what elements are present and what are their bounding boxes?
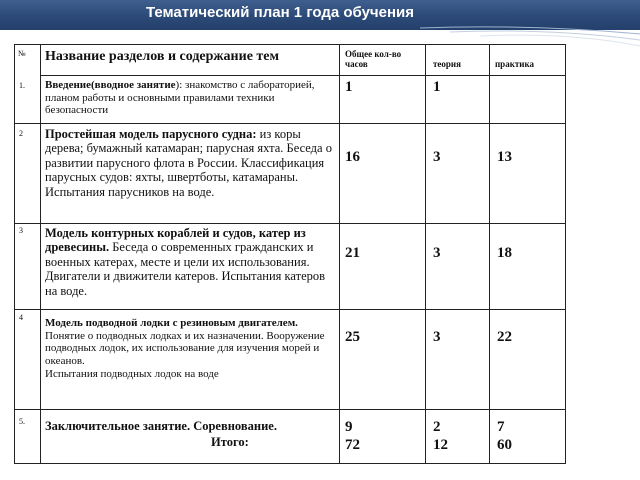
row-num: 4 bbox=[19, 313, 23, 322]
column-divider bbox=[339, 45, 340, 463]
row-divider bbox=[40, 75, 565, 76]
row-text: Понятие о подводных лодках и их назначении. Вооружение подводных лодок, их использование для изучения морей и океанов. bbox=[45, 329, 325, 367]
column-divider bbox=[489, 45, 490, 463]
row-practice: 7 bbox=[497, 419, 505, 435]
totals-practice: 60 bbox=[497, 437, 512, 453]
row-divider bbox=[15, 123, 565, 124]
row-title: Модель подводной лодки с резиновым двигателем. bbox=[45, 317, 298, 329]
row-title: Заключительное занятие. Соревнование. bbox=[45, 419, 277, 433]
row-content bbox=[45, 226, 337, 298]
header-total-hours: Общее кол-во часов bbox=[345, 49, 402, 70]
thematic-plan-table bbox=[14, 44, 566, 464]
row-total: 16 bbox=[345, 149, 360, 165]
row-total: 21 bbox=[345, 245, 360, 261]
row-theory: 2 bbox=[433, 419, 441, 435]
row-divider bbox=[15, 223, 565, 224]
row-theory: 1 bbox=[433, 79, 441, 95]
header-num: № bbox=[18, 49, 26, 58]
row-total: 25 bbox=[345, 329, 360, 345]
row-practice: 13 bbox=[497, 149, 512, 165]
row-title: Введение(вводное занятие bbox=[45, 79, 176, 91]
row-text: из коры дерева; бумажный катамаран; парусная яхта. Беседа о развитии парусного флота в России. Классификация парусных судов: яхты, швертботы, катамараны. Испытания парусников на воде. bbox=[45, 127, 332, 199]
row-total: 9 bbox=[345, 419, 353, 435]
row-theory: 3 bbox=[433, 329, 441, 345]
row-practice: 22 bbox=[497, 329, 512, 345]
row-content bbox=[45, 127, 337, 199]
totals-total: 72 bbox=[345, 437, 360, 453]
row-num: 3 bbox=[19, 226, 23, 235]
row-divider bbox=[15, 409, 565, 410]
totals-theory: 12 bbox=[433, 437, 448, 453]
totals-label: Итого: bbox=[211, 435, 249, 449]
row-num: 1. bbox=[19, 81, 25, 90]
column-divider bbox=[40, 45, 41, 463]
header-name: Название разделов и содержание тем bbox=[45, 49, 280, 64]
row-text: ): знакомство с лабораторией, планом работы и основными правилами техники безопасности bbox=[45, 79, 315, 117]
row-title: Модель контурных кораблей и судов, катер из древесины. bbox=[45, 226, 306, 255]
row-practice: 18 bbox=[497, 245, 512, 261]
row-total: 1 bbox=[345, 79, 353, 95]
row-text-2: Испытания подводных лодок на воде bbox=[45, 367, 219, 380]
row-title: Простейшая модель парусного судна: bbox=[45, 127, 257, 141]
row-text: Беседа о современных гражданских и военных катерах, месте и цели их использования. Двигатели и движители катеров. Испытания катеров на воде. bbox=[45, 240, 326, 298]
header-practice: практика bbox=[495, 59, 535, 69]
row-content bbox=[45, 79, 337, 117]
page-title: Тематический план 1 года обучения bbox=[145, 4, 415, 21]
row-content bbox=[45, 317, 337, 380]
header-theory: теория bbox=[433, 59, 461, 69]
row-divider bbox=[15, 309, 565, 310]
row-num: 2 bbox=[19, 129, 23, 138]
row-theory: 3 bbox=[433, 149, 441, 165]
column-divider bbox=[425, 45, 426, 463]
row-num: 5. bbox=[19, 417, 25, 426]
row-theory: 3 bbox=[433, 245, 441, 261]
